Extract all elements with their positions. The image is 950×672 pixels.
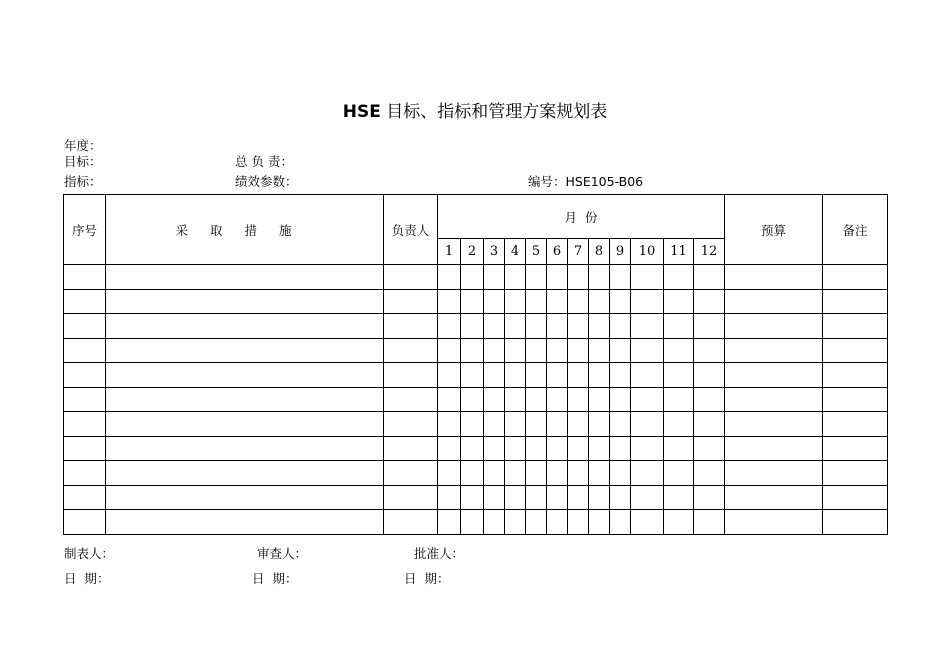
- table-cell: [664, 461, 694, 486]
- table-cell: [384, 363, 438, 388]
- table-cell: [725, 510, 823, 535]
- page-title: [0, 97, 950, 122]
- table-cell: [631, 387, 664, 412]
- table-cell: [438, 436, 461, 461]
- table-cell: [64, 510, 106, 535]
- table-cell: [664, 265, 694, 290]
- table-cell: [526, 289, 547, 314]
- table-row: [64, 314, 888, 339]
- table-row: [64, 412, 888, 437]
- table-cell: [384, 510, 438, 535]
- header-seq: 序号: [64, 195, 106, 265]
- table-cell: [484, 363, 505, 388]
- table-cell: [694, 363, 725, 388]
- table-cell: [568, 289, 589, 314]
- table-cell: [64, 265, 106, 290]
- date-label-2: 日 期：: [252, 571, 298, 586]
- table-cell: [64, 461, 106, 486]
- table-cell: [384, 387, 438, 412]
- target-label: 目标：: [64, 154, 102, 169]
- table-cell: [694, 265, 725, 290]
- table-cell: [461, 289, 484, 314]
- table-cell: [547, 436, 568, 461]
- table-cell: [106, 461, 384, 486]
- month-header-10: 10: [631, 239, 664, 265]
- table-cell: [64, 387, 106, 412]
- table-cell: [589, 461, 610, 486]
- date-label-1: 日 期：: [64, 571, 110, 586]
- table-cell: [631, 485, 664, 510]
- table-cell: [694, 338, 725, 363]
- table-cell: [631, 289, 664, 314]
- header-measures: 采取措施: [106, 195, 384, 265]
- table-cell: [106, 289, 384, 314]
- table-cell: [64, 314, 106, 339]
- month-header-6: 6: [547, 239, 568, 265]
- header-month: 月 份: [438, 195, 725, 239]
- table-cell: [568, 461, 589, 486]
- table-cell: [610, 412, 631, 437]
- table-cell: [589, 265, 610, 290]
- table-cell: [438, 314, 461, 339]
- table-cell: [484, 338, 505, 363]
- table-cell: [823, 461, 888, 486]
- table-row: [64, 289, 888, 314]
- table-cell: [461, 485, 484, 510]
- table-cell: [589, 485, 610, 510]
- table-cell: [547, 461, 568, 486]
- table-cell: [384, 485, 438, 510]
- table-cell: [547, 289, 568, 314]
- table-cell: [438, 265, 461, 290]
- table-cell: [610, 461, 631, 486]
- table-cell: [484, 387, 505, 412]
- month-header-1: 1: [438, 239, 461, 265]
- table-cell: [823, 510, 888, 535]
- table-cell: [461, 412, 484, 437]
- table-cell: [106, 265, 384, 290]
- table-cell: [631, 265, 664, 290]
- table-cell: [823, 265, 888, 290]
- month-header-12: 12: [694, 239, 725, 265]
- month-header-7: 7: [568, 239, 589, 265]
- table-row: [64, 265, 888, 290]
- table-cell: [664, 314, 694, 339]
- table-cell: [461, 338, 484, 363]
- table-cell: [823, 412, 888, 437]
- table-cell: [438, 387, 461, 412]
- table-cell: [526, 461, 547, 486]
- month-header-8: 8: [589, 239, 610, 265]
- table-cell: [438, 485, 461, 510]
- indicator-label: 指标：: [64, 174, 102, 189]
- table-cell: [106, 363, 384, 388]
- table-cell: [547, 485, 568, 510]
- table-cell: [610, 510, 631, 535]
- table-cell: [547, 363, 568, 388]
- table-cell: [438, 461, 461, 486]
- table-cell: [384, 265, 438, 290]
- table-cell: [610, 289, 631, 314]
- table-cell: [823, 387, 888, 412]
- table-cell: [64, 412, 106, 437]
- table-cell: [461, 436, 484, 461]
- table-cell: [664, 485, 694, 510]
- table-cell: [568, 436, 589, 461]
- table-cell: [568, 510, 589, 535]
- table-cell: [725, 314, 823, 339]
- table-cell: [725, 485, 823, 510]
- table-cell: [384, 412, 438, 437]
- table-cell: [64, 363, 106, 388]
- table-cell: [461, 363, 484, 388]
- table-cell: [631, 461, 664, 486]
- table-cell: [438, 338, 461, 363]
- month-header-11: 11: [664, 239, 694, 265]
- table-cell: [589, 510, 610, 535]
- table-cell: [589, 338, 610, 363]
- table-cell: [547, 412, 568, 437]
- table-cell: [526, 412, 547, 437]
- reviewer-label: 审查人：: [257, 546, 308, 561]
- table-cell: [484, 485, 505, 510]
- table-cell: [484, 461, 505, 486]
- table-cell: [664, 510, 694, 535]
- table-cell: [461, 265, 484, 290]
- table-cell: [505, 289, 526, 314]
- table-cell: [664, 363, 694, 388]
- table-cell: [384, 461, 438, 486]
- table-cell: [547, 510, 568, 535]
- table-cell: [631, 314, 664, 339]
- table-cell: [631, 338, 664, 363]
- title-rest: 目标、指标和管理方案规划表: [386, 102, 608, 122]
- table-cell: [664, 412, 694, 437]
- table-cell: [438, 363, 461, 388]
- table-cell: [505, 314, 526, 339]
- table-cell: [589, 387, 610, 412]
- table-cell: [823, 436, 888, 461]
- table-cell: [526, 363, 547, 388]
- table-cell: [664, 387, 694, 412]
- table-cell: [461, 461, 484, 486]
- table-cell: [631, 363, 664, 388]
- table-cell: [568, 387, 589, 412]
- header-budget: 预算: [725, 195, 823, 265]
- table-cell: [505, 436, 526, 461]
- table-cell: [547, 265, 568, 290]
- table-cell: [610, 265, 631, 290]
- month-header-9: 9: [610, 239, 631, 265]
- table-cell: [384, 314, 438, 339]
- table-cell: [547, 314, 568, 339]
- month-header-2: 2: [461, 239, 484, 265]
- table-cell: [725, 289, 823, 314]
- table-cell: [106, 485, 384, 510]
- table-cell: [610, 436, 631, 461]
- date-label-3: 日 期：: [404, 571, 450, 586]
- table-cell: [526, 338, 547, 363]
- table-cell: [610, 363, 631, 388]
- table-row: [64, 485, 888, 510]
- table-cell: [589, 289, 610, 314]
- table-cell: [484, 265, 505, 290]
- table-cell: [568, 485, 589, 510]
- table-cell: [106, 338, 384, 363]
- table-cell: [461, 314, 484, 339]
- table-cell: [505, 412, 526, 437]
- table-cell: [484, 314, 505, 339]
- table-cell: [526, 265, 547, 290]
- table-cell: [526, 387, 547, 412]
- table-cell: [589, 436, 610, 461]
- table-cell: [725, 265, 823, 290]
- table-cell: [64, 338, 106, 363]
- owner-label: 总 负 责：: [235, 154, 293, 169]
- table-cell: [610, 338, 631, 363]
- table-cell: [725, 461, 823, 486]
- title-bold: HSE: [342, 102, 381, 122]
- header-remark: 备注: [823, 195, 888, 265]
- table-cell: [664, 436, 694, 461]
- table-cell: [725, 338, 823, 363]
- table-cell: [526, 314, 547, 339]
- table-cell: [106, 314, 384, 339]
- table-cell: [823, 485, 888, 510]
- table-cell: [823, 363, 888, 388]
- table-row: [64, 363, 888, 388]
- table-cell: [694, 387, 725, 412]
- table-cell: [823, 338, 888, 363]
- table-cell: [505, 485, 526, 510]
- table-cell: [505, 461, 526, 486]
- table-cell: [694, 314, 725, 339]
- table-cell: [823, 314, 888, 339]
- table-cell: [64, 436, 106, 461]
- table-cell: [505, 387, 526, 412]
- table-cell: [484, 436, 505, 461]
- table-cell: [664, 289, 694, 314]
- table-row: [64, 338, 888, 363]
- table-cell: [568, 265, 589, 290]
- table-row: [64, 387, 888, 412]
- month-header-3: 3: [484, 239, 505, 265]
- table-cell: [631, 412, 664, 437]
- table-cell: [484, 510, 505, 535]
- table-cell: [505, 510, 526, 535]
- table-cell: [694, 436, 725, 461]
- table-cell: [64, 485, 106, 510]
- table-cell: [526, 436, 547, 461]
- table-cell: [106, 510, 384, 535]
- year-label: 年度：: [64, 138, 102, 153]
- table-cell: [725, 436, 823, 461]
- doc-code: 编号：HSE105-B06: [528, 174, 644, 189]
- table-cell: [461, 510, 484, 535]
- table-cell: [694, 510, 725, 535]
- table-cell: [384, 436, 438, 461]
- table-cell: [461, 387, 484, 412]
- table-cell: [505, 338, 526, 363]
- table-cell: [106, 387, 384, 412]
- table-cell: [484, 412, 505, 437]
- table-row: [64, 461, 888, 486]
- table-cell: [64, 289, 106, 314]
- kpi-label: 绩效参数：: [235, 174, 298, 189]
- table-cell: [568, 363, 589, 388]
- table-cell: [438, 289, 461, 314]
- table-cell: [505, 265, 526, 290]
- plan-table: [63, 194, 888, 535]
- table-cell: [823, 289, 888, 314]
- table-cell: [589, 363, 610, 388]
- table-cell: [547, 338, 568, 363]
- table-cell: [725, 387, 823, 412]
- table-row: [64, 436, 888, 461]
- table-cell: [505, 363, 526, 388]
- approver-label: 批准人：: [414, 546, 465, 561]
- table-cell: [568, 314, 589, 339]
- table-cell: [568, 412, 589, 437]
- table-cell: [589, 412, 610, 437]
- maker-label: 制表人：: [64, 546, 115, 561]
- table-cell: [526, 485, 547, 510]
- table-cell: [438, 510, 461, 535]
- table-cell: [610, 485, 631, 510]
- table-cell: [664, 338, 694, 363]
- table-cell: [631, 510, 664, 535]
- table-row: [64, 510, 888, 535]
- table-cell: [725, 363, 823, 388]
- table-cell: [694, 461, 725, 486]
- header-responsible: 负责人: [384, 195, 438, 265]
- table-cell: [610, 387, 631, 412]
- table-cell: [438, 412, 461, 437]
- month-header-5: 5: [526, 239, 547, 265]
- table-cell: [694, 289, 725, 314]
- table-cell: [526, 510, 547, 535]
- table-cell: [589, 314, 610, 339]
- table-cell: [384, 289, 438, 314]
- table-cell: [384, 338, 438, 363]
- table-cell: [106, 412, 384, 437]
- table-cell: [484, 289, 505, 314]
- table-cell: [106, 436, 384, 461]
- table-cell: [568, 338, 589, 363]
- table-cell: [610, 314, 631, 339]
- table-cell: [631, 436, 664, 461]
- table-cell: [694, 412, 725, 437]
- table-cell: [725, 412, 823, 437]
- table-cell: [694, 485, 725, 510]
- table-cell: [547, 387, 568, 412]
- month-header-4: 4: [505, 239, 526, 265]
